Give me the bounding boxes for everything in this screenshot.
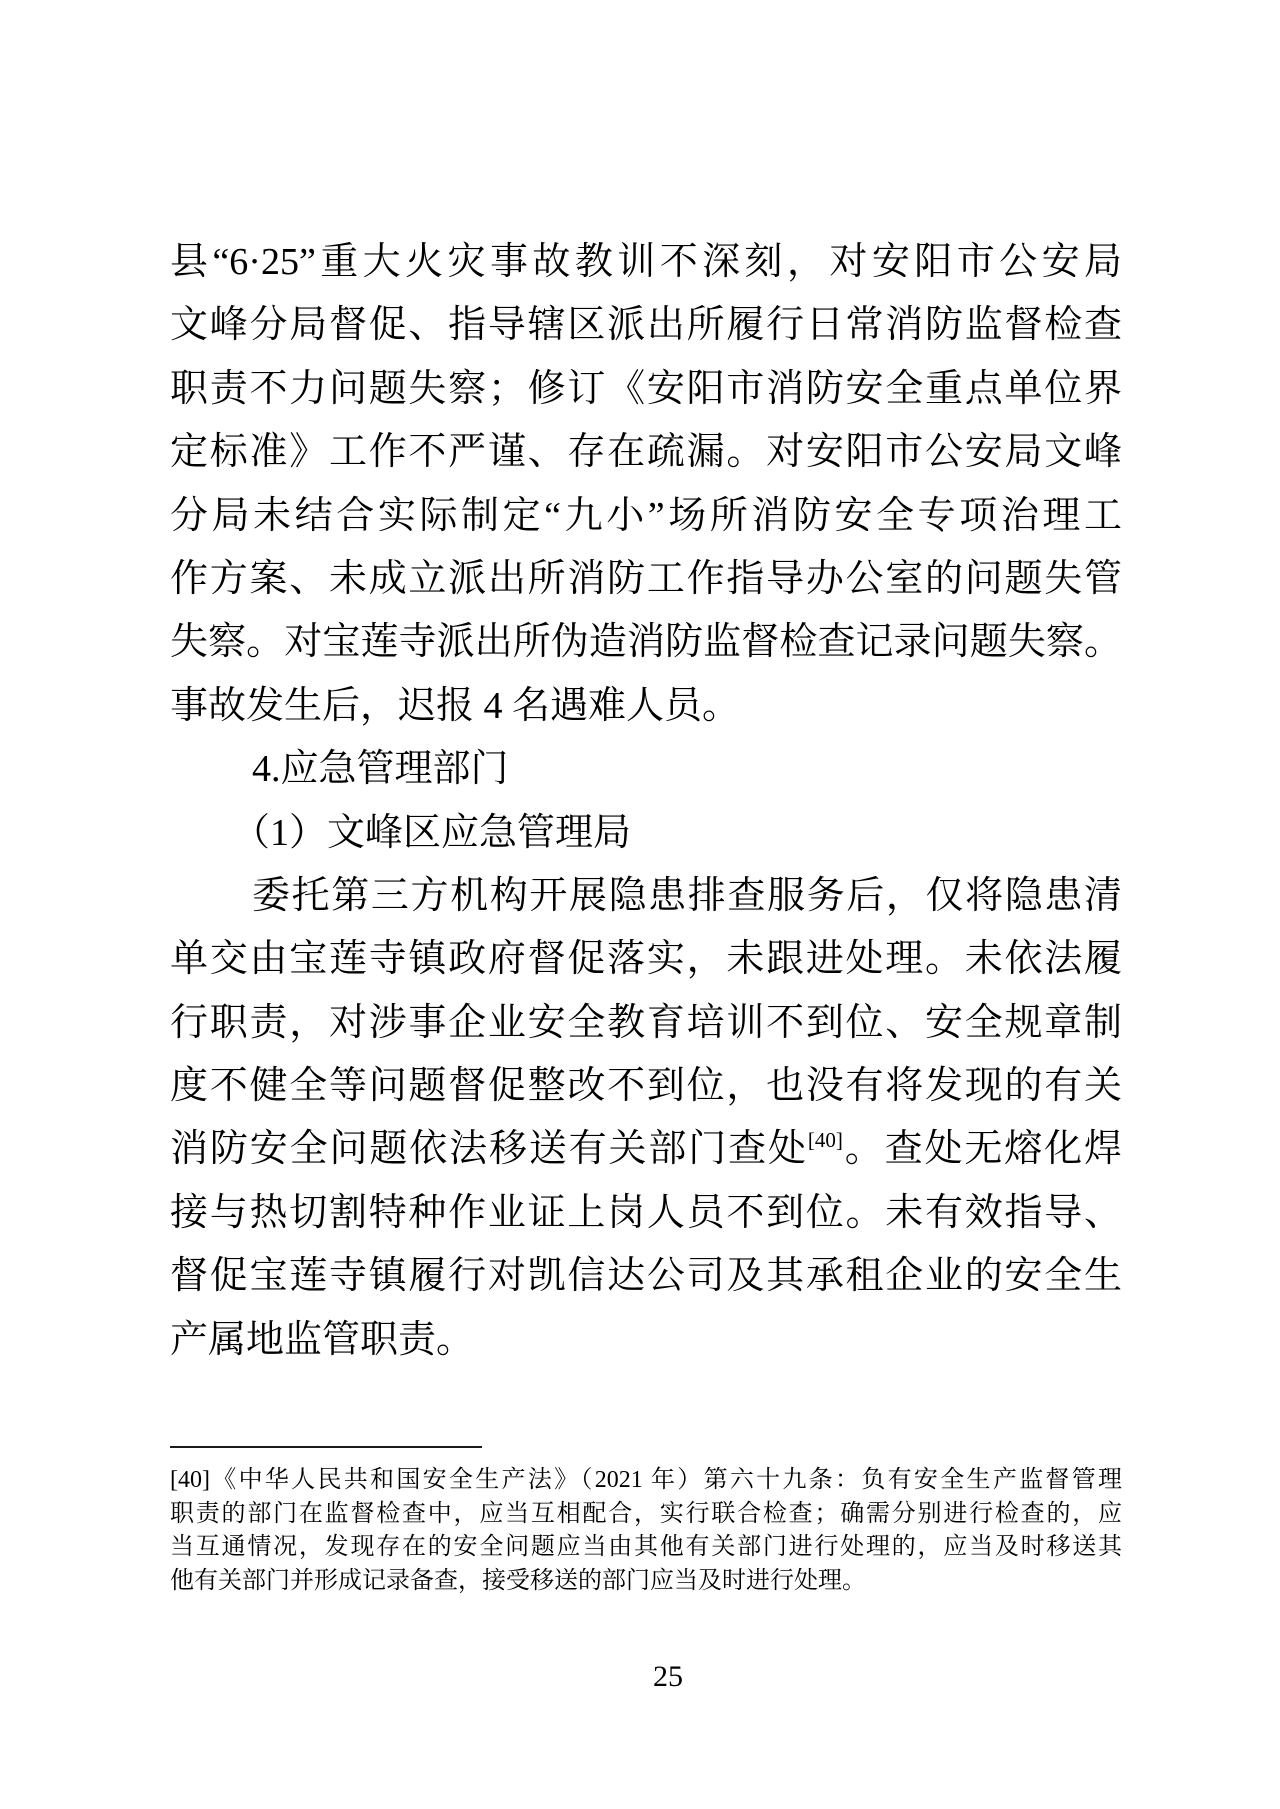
footnote-separator — [170, 1446, 482, 1448]
paragraph-line: 分局未结合实际制定“九小”场所消防安全专项治理工 — [170, 494, 1122, 537]
paragraph-line: 行职责，对涉事企业安全教育培训不到位、安全规章制 — [170, 1001, 1122, 1044]
paragraph-line: 职责不力问题失察；修订《安阳市消防安全重点单位界 — [170, 367, 1122, 410]
paragraph-line: 督促宝莲寺镇履行对凯信达公司及其承租企业的安全生 — [170, 1255, 1122, 1298]
footnote-line: 职责的部门在监督检查中，应当互相配合，实行联合检查；确需分别进行检查的，应 — [170, 1500, 1122, 1527]
paragraph-line: 度不健全等问题督促整改不到位，也没有将发现的有关 — [170, 1065, 1122, 1108]
line-text: 消防安全问题依法移送有关部门查处 — [170, 1128, 808, 1171]
footnote-line: [40]《中华人民共和国安全生产法》（2021 年）第六十九条：负有安全生产监督管理 — [170, 1467, 1122, 1493]
footnote-line: 他有关部门并形成记录备查，接受移送的部门应当及时进行处理。 — [170, 1567, 866, 1594]
paragraph-line: 作方案、未成立派出所消防工作指导办公室的问题失管 — [170, 557, 1122, 600]
body-text — [170, 231, 1122, 1372]
paragraph-line: 委托第三方机构开展隐患排查服务后，仅将隐患清 — [252, 874, 1122, 917]
paragraph-line: 单交由宝莲寺镇政府督促落实，未跟进处理。未依法履 — [170, 938, 1122, 981]
paragraph-line: 文峰分局督促、指导辖区派出所履行日常消防监督检查 — [170, 304, 1122, 347]
paragraph-line: 失察。对宝莲寺派出所伪造消防监督检查记录问题失察。 — [170, 621, 1122, 664]
footnote-line: 当互通情况，发现存在的安全问题应当由其他有关部门进行处理的，应当及时移送其 — [170, 1534, 1122, 1560]
footnote — [170, 1464, 1122, 1598]
paragraph-line: 接与热切割特种作业证上岗人员不到位。未有效指导、 — [170, 1191, 1122, 1234]
section-heading: 4.应急管理部门 — [252, 748, 509, 791]
page-number-value: 25 — [653, 1660, 683, 1693]
paragraph-line: 事故发生后，迟报 4 名遇难人员。 — [170, 684, 741, 727]
page-number — [608, 1660, 728, 1694]
paragraph-line: 定标准》工作不严谨、存在疏漏。对安阳市公安局文峰 — [170, 431, 1122, 474]
paragraph-line: 县“6·25”重大火灾事故教训不深刻，对安阳市公安局 — [170, 241, 1122, 283]
subsection-heading: （1）文峰区应急管理局 — [232, 811, 632, 854]
line-text: 。查处无熔化焊 — [842, 1128, 1122, 1171]
footnote-reference-marker: [40] — [807, 1128, 843, 1153]
paragraph-line — [170, 1118, 1122, 1181]
paragraph-line: 产属地监管职责。 — [170, 1318, 475, 1361]
